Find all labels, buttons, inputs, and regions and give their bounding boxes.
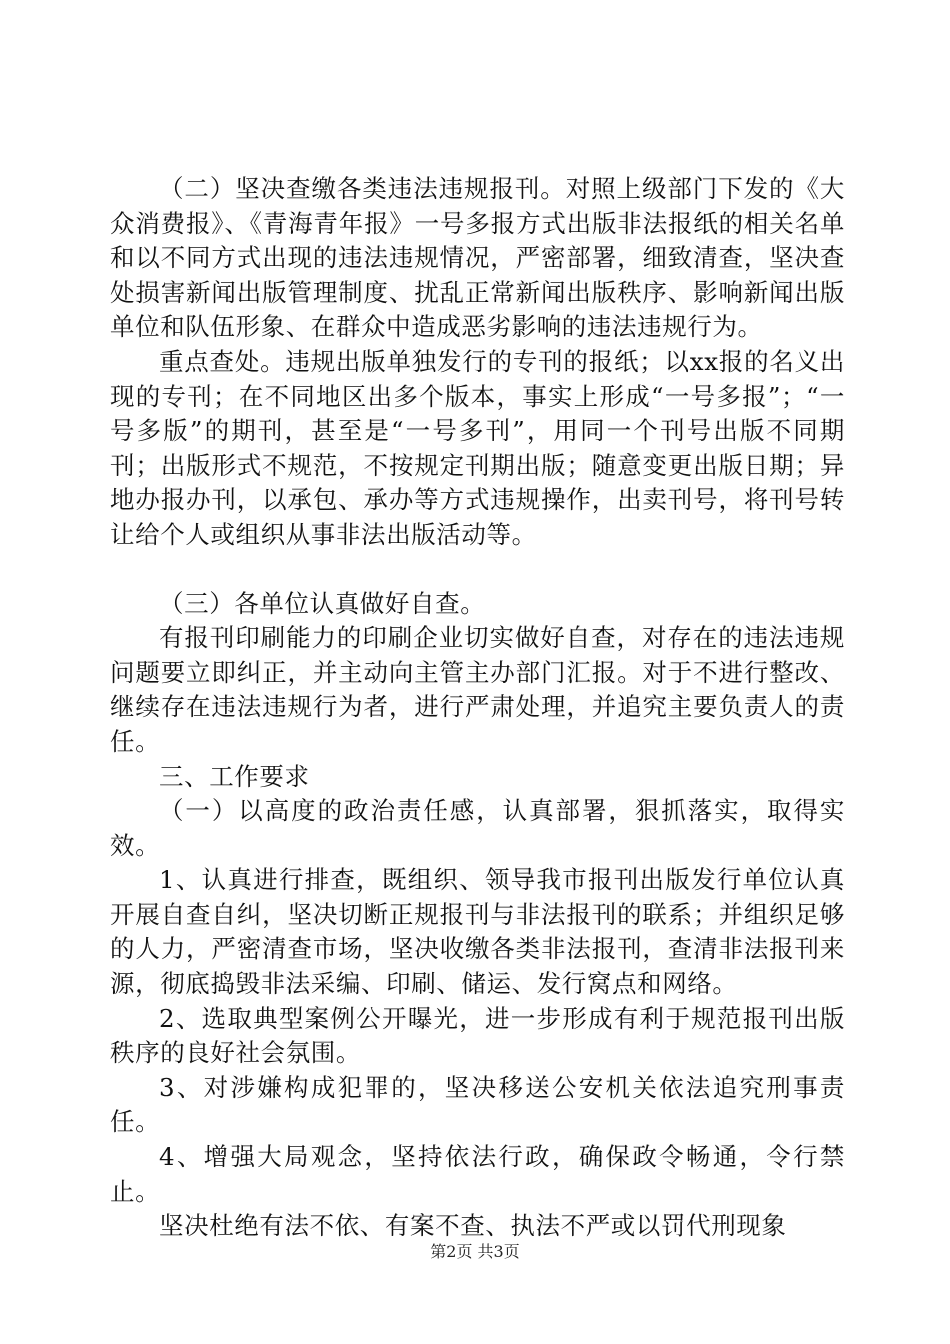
paragraph-requirement-1: （一）以高度的政治责任感，认真部署，狠抓落实，取得实效。 [110,796,845,860]
list-item-3: 3、对涉嫌构成犯罪的，坚决移送公安机关依法追究刑事责任。 [110,1072,845,1137]
list-item-2: 2、选取典型案例公开曝光，进一步形成有利于规范报刊出版秩序的良好社会氛围。 [110,1003,845,1068]
document-body [110,172,845,1244]
paragraph-key-targets: 重点查处。违规出版单独发行的专刊的报纸；以xx报的名义出现的专刊；在不同地区出多个版本，事实上形成“一号多报”；“一号多版”的期刊，甚至是“一号多刊”，用同一个刊号出版不同期刊；出版形式不规范，不按规定刊期出版；随意变更出版日期；异地办报办刊，以承包、承办等方式违规操作，出卖刊号，将刊号转让给个人或组织从事非法出版活动等。 [110,346,845,549]
paragraph-spacer [110,553,845,587]
section-heading-self-check: （三）各单位认真做好自查。 [159,588,486,618]
page-number-footer: 第2页 共3页 [430,1242,520,1261]
paragraph-item-2-crackdown: （二）坚决查缴各类违法违规报刊。对照上级部门下发的《大众消费报》、《青海青年报》一号多报方式出版非法报纸的相关名单和以不同方式出现的违法违规情况，严密部署，细致清查，坚决查处损害新闻出版管理制度、扰乱正常新闻出版秩序、影响新闻出版单位和队伍形象、在群众中造成恶劣影响的违法违规行为。 [110,174,845,342]
section-heading-requirements: 三、工作要求 [159,761,310,791]
paragraph-final: 坚决杜绝有法不依、有案不查、执法不严或以罚代刑现象 [159,1211,787,1241]
list-item-4: 4、增强大局观念，坚持依法行政，确保政令畅通，令行禁止。 [110,1142,845,1206]
paragraph-self-check: 有报刊印刷能力的印刷企业切实做好自查，对存在的违法违规问题要立即纠正，并主动向主管主办部门汇报。对于不进行整改、继续存在违法违规行为者，进行严肃处理，并追究主要负责人的责任。 [110,623,845,756]
list-item-1: 1、认真进行排查，既组织、领导我市报刊出版发行单位认真开展自查自纠，坚决切断正规报刊与非法报刊的联系；并组织足够的人力，严密清查市场，坚决收缴各类非法报刊，查清非法报刊来源，彻底捣毁非法采编、印刷、储运、发行窝点和网络。 [110,865,845,999]
